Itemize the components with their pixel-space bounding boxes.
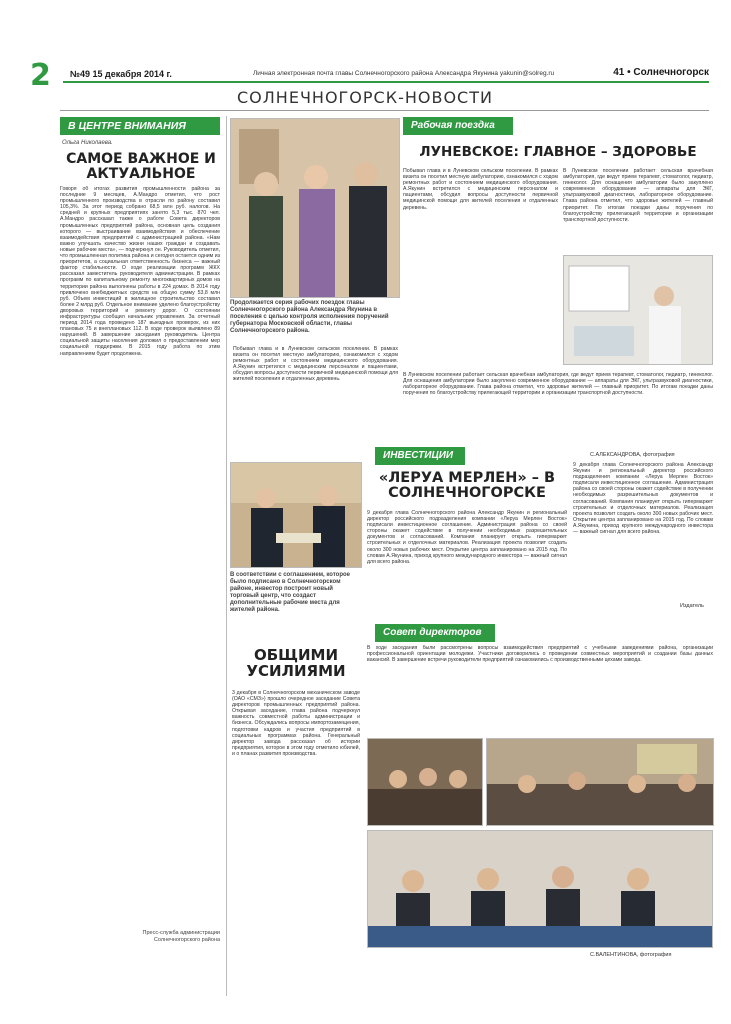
section-title: СОЛНЕЧНОГОРСК-НОВОСТИ [237, 88, 493, 107]
investments-text: 9 декабря глава Солнечногорского района Александр Якунин и региональный директор российского подразделения компании «Леруа Мерлен Восток» подписали инвестиционное соглашение. Администрация района со своей стороны окажет содействие в получении необходимых разрешительных документов и согласований. Компания планирует открыть гипермаркет строительных и отделочных материалов. Реализация проекта позволит создать около 300 новых рабочих мест. Открытие центра запланировано на 2015 год. По словам А.Якунина, приход крупного международного инвестора — важный сигнал для всего района. [367, 510, 567, 565]
clinic-photo-icon [564, 256, 713, 365]
directors-text-left: 3 декабря в Солнечногорском механическом заводе (ОАО «СМЗ») прошло очередное заседание Совета директоров промышленных предприятий района. Открывая заседание, глава района подчеркнул важность совместной работы администрации и бизнеса. Обсуждались вопросы импортозамещения, подготовки кадров и участия предприятий в социальных программах района. Генеральный директор завода рассказал об истории предприятия, которое в этом году отметило юбилей, и о планах развития производства. [232, 690, 360, 757]
work-trip-text-4: В Луневском поселении работает сельская врачебная амбулатория, где ведут прием терапевт, стоматолог, педиатр, гинеколог. Для оснащения амбулатории было закуплено современное оборудование — аппараты для ЭКГ, ультразвуковой диагностики, лабораторное оборудование. Глава района отметил, что здоровье жителей — главный приоритет. По итогам поездки даны поручения по благоустройству прилегающей территории и организации транспортной доступности. [403, 372, 713, 397]
page-number: 2 [30, 58, 51, 93]
panel-photo-icon [368, 831, 713, 948]
brand-label: 41 • Солнечногорск [613, 67, 709, 78]
header-subtitle: Личная электронная почта главы Солнечногорского района Александра Якунина yakunin@solreg.ru [253, 70, 555, 77]
section-divider [60, 110, 709, 111]
rubric-investments: ИНВЕСТИЦИИ [375, 447, 465, 465]
investments-text-2: 9 декабря глава Солнечногорского района Александр Якунин и региональный директор российского подразделения компании «Леруа Мерлен Восток» подписали инвестиционное соглашение. Администрация района со своей стороны окажет содействие в получении необходимых разрешительных документов и согласований. Компания планирует открыть гипермаркет строительных и отделочных материалов. Реализация проекта позволит создать около 300 новых рабочих мест. Открытие центра запланировано на 2015 год. По словам А.Якунина, приход крупного международного инвестора — важный сигнал для всего района. [573, 462, 713, 536]
directors-photo-1 [367, 738, 483, 826]
work-trip-caption: Продолжается серия рабочих поездок главы Солнечногорского района Александра Якунина в поселения с целью контроля исполнения поручений губернатора Московской области, главы Солнечногорского района. [230, 300, 389, 334]
left-article-text: Говоря об итогах развития промышленности района за последние 9 месяцев, А.Мандро отметил, что рост промышленного производства в отрасли по району составил 105,3%. За этот период собрано 68,5 млн руб. налогов. На средней и крупных предприятиях занято 5,3 тыс. 870 чел. А.Мандро рассказал также о работе Совета директоров промышленных предприятий района, основная цель создания которого — выстраивание взаимодействия и обеспечение взаимодействия предприятий с администрацией района. «Нам важно улучшать качество жизни наших граждан и создавать новые рабочие места», — подчеркнул он. Руководитель отметил, что промышленная политика района и сегодня остается одним из приоритетов, а социальная ответственность бизнеса — важный фактор стабильности. О ходе реализации программ ЖКХ рассказал заместитель руководителя администрации. В рамках программ по капитальному ремонту многоквартирных домов на территории района выполнены работы в 224 домах. В 2014 году привлечено внебюджетных средств на общую сумму 53,8 млн руб. Объем инвестиций в жилищное строительство составил более 2 млрд руб. Отдельное внимание уделено благоустройству дворовых территорий и ремонту дорог. О состоянии инфраструктуры сообщил начальник управления. За отчетный период 2014 года проведено 187 выездных проверок, из них плановых 75 и внеплановых 112. В ходе проверок выявлено 89 нарушений. В завершение заседания руководитель Центра социальной защиты населения доложил о предоставлении мер социальной поддержки. В 2015 году работа по этим направлениям будет продолжена. [60, 186, 220, 357]
left-author: Ольга Николаева. [62, 140, 113, 146]
work-trip-photo-main [230, 118, 400, 298]
investments-headline: «ЛЕРУА МЕРЛЕН» – В СОЛНЕЧНОГОРСКЕ [378, 470, 556, 502]
directors-text-right: В ходе заседания были рассмотрены вопросы взаимодействия предприятий с учебными заведениями района, организации профессиональной ориентации молодежи. Участники договорились о проведении совместных мероприятий и создании базы данных вакансий. В завершение встречи руководители предприятий ознакомились с производственными цехами завода. [367, 645, 713, 664]
page-header [0, 0, 731, 93]
work-trip-text-2: В Луневском поселении работает сельская врачебная амбулатория, где ведут прием терапевт, стоматолог, педиатр, гинеколог. Для оснащения амбулатории было закуплено современное оборудование — аппараты для ЭКГ, ультразвуковой диагностики, лабораторное оборудование. Глава района отметил, что здоровье жителей — главный приоритет. По итогам поездки даны поручения по благоустройству прилегающей территории и организации транспортной доступности. [563, 168, 713, 223]
issue-info: №49 15 декабря 2014 г. [70, 69, 172, 79]
directors-photo-2 [486, 738, 714, 826]
directors-photo-panel [367, 830, 713, 948]
work-trip-credit: С.АЛЕКСАНДРОВА, фотография [590, 452, 675, 458]
work-trip-photo-clinic [563, 255, 713, 365]
handshake-photo-icon [231, 463, 362, 568]
directors-headline: ОБЩИМИ УСИЛИЯМИ [246, 646, 346, 680]
left-signature: Пресс-служба администрации Солнечногорского района [142, 930, 220, 943]
meeting-photo-icon [368, 739, 483, 826]
work-trip-text-1: Побывал глава и в Луневском сельском поселении. В рамках визита он посетил местную амбулаторию, ознакомился с ходом ремонтных работ и состоянием медицинского оборудования. А.Якунин встретился с медицинским персоналом и пациентами, обсудил вопросы доступности первичной медицинской помощи для жителей поселения и отдаленных деревень. [403, 168, 558, 211]
rubric-work-trip: Рабочая поездка [403, 117, 513, 135]
header-divider [63, 81, 709, 83]
column-divider [226, 116, 227, 996]
investments-caption: В соответствии с соглашением, которое было подписано в Солнечногорском районе, инвестор построит новый торговый центр, что создаст дополнительные рабочие места для жителей района. [230, 572, 351, 613]
people-photo-icon [231, 119, 400, 298]
work-trip-headline: ЛУНЕВСКОЕ: ГЛАВНОЕ – ЗДОРОВЬЕ [419, 144, 697, 160]
left-headline: САМОЕ ВАЖНОЕ И АКТУАЛЬНОЕ [66, 151, 216, 182]
directors-credit: С.ВАЛЕНТИНОВА, фотография [590, 952, 672, 958]
investments-photo [230, 462, 362, 568]
rubric-focus: В ЦЕНТРЕ ВНИМАНИЯ [60, 117, 220, 135]
work-trip-text-3: Побывал глава и в Луневском сельском поселении. В рамках визита он посетил местную амбулаторию, ознакомился с ходом ремонтных работ и состоянием медицинского оборудования. А.Якунин встретился с медицинским персоналом и пациентами, обсудил вопросы доступности первичной медицинской помощи для жителей поселения и отдаленных деревень. [233, 346, 398, 383]
rubric-directors: Совет директоров [375, 624, 495, 642]
audience-photo-icon [487, 739, 714, 826]
investments-credit: Издатель [680, 603, 704, 609]
